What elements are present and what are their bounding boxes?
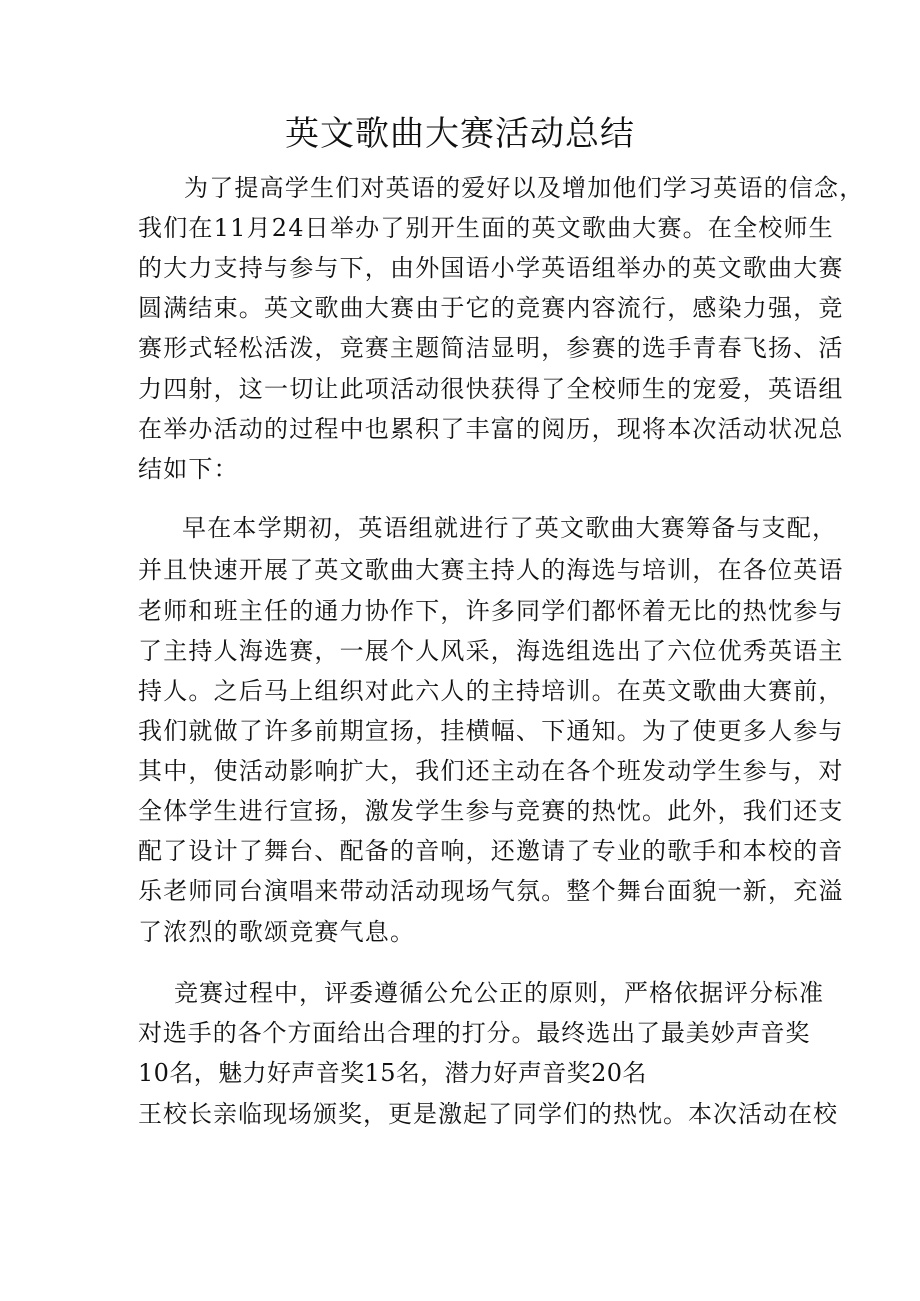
text-line: 乐老师同台演唱来带动活动现场气氛。整个舞台面貌一新，充溢	[138, 877, 844, 905]
text-line: 其中，使活动影响扩大，我们还主动在各个班发动学生参与，对	[138, 757, 844, 785]
text-line: 了主持人海选赛，一展个人风采，海选组选出了六位优秀英语主	[138, 637, 844, 665]
text-line: 全体学生进行宣扬，激发学生参与竞赛的热忱。此外，我们还支	[138, 797, 844, 825]
text-line: 圆满结束。英文歌曲大赛由于它的竞赛内容流行，感染力强，竞	[138, 294, 844, 322]
text-line: 10名，魅力好声音奖15名，潜力好声音奖20名	[138, 1059, 647, 1087]
text-line: 为了提高学生们对英语的爱好以及增加他们学习英语的信念，	[184, 174, 865, 202]
text-line: 并且快速开展了英文歌曲大赛主持人的海选与培训，在各位英语	[138, 556, 844, 584]
text-line: 早在本学期初，英语组就进行了英文歌曲大赛筹备与支配，	[182, 514, 838, 542]
text-line: 了浓烈的歌颂竞赛气息。	[138, 918, 416, 946]
text-line: 赛形式轻松活泼，竞赛主题简洁显明，参赛的选手青春飞扬、活	[138, 334, 844, 362]
text-line: 持人。之后马上组织对此六人的主持培训。在英文歌曲大赛前，	[138, 677, 844, 705]
text-line: 我们就做了许多前期宣扬，挂横幅、下通知。为了使更多人参与	[138, 717, 844, 745]
text-line: 对选手的各个方面给出合理的打分。最终选出了最美妙声音奖	[138, 1019, 811, 1047]
text-line: 配了设计了舞台、配备的音响，还邀请了专业的歌手和本校的音	[138, 837, 844, 865]
text-line: 老师和班主任的通力协作下，许多同学们都怀着无比的热忱参与	[138, 597, 844, 625]
text-line: 竞赛过程中，评委遵循公允公正的原则，严格依据评分标准	[174, 979, 824, 1007]
document-title: 英文歌曲大赛活动总结	[285, 114, 635, 154]
text-line: 我们在11月24日举办了别开生面的英文歌曲大赛。在全校师生	[138, 214, 834, 242]
text-line: 结如下：	[138, 455, 239, 483]
text-line: 的大力支持与参与下，由外国语小学英语组举办的英文歌曲大赛	[138, 254, 844, 282]
text-line: 力四射，这一切让此项活动很快获得了全校师生的宠爱，英语组	[138, 375, 844, 403]
text-line: 在举办活动的过程中也累积了丰富的阅历，现将本次活动状况总	[138, 415, 844, 443]
text-line: 王校长亲临现场颁奖，更是激起了同学们的热忱。本次活动在校	[138, 1100, 838, 1128]
